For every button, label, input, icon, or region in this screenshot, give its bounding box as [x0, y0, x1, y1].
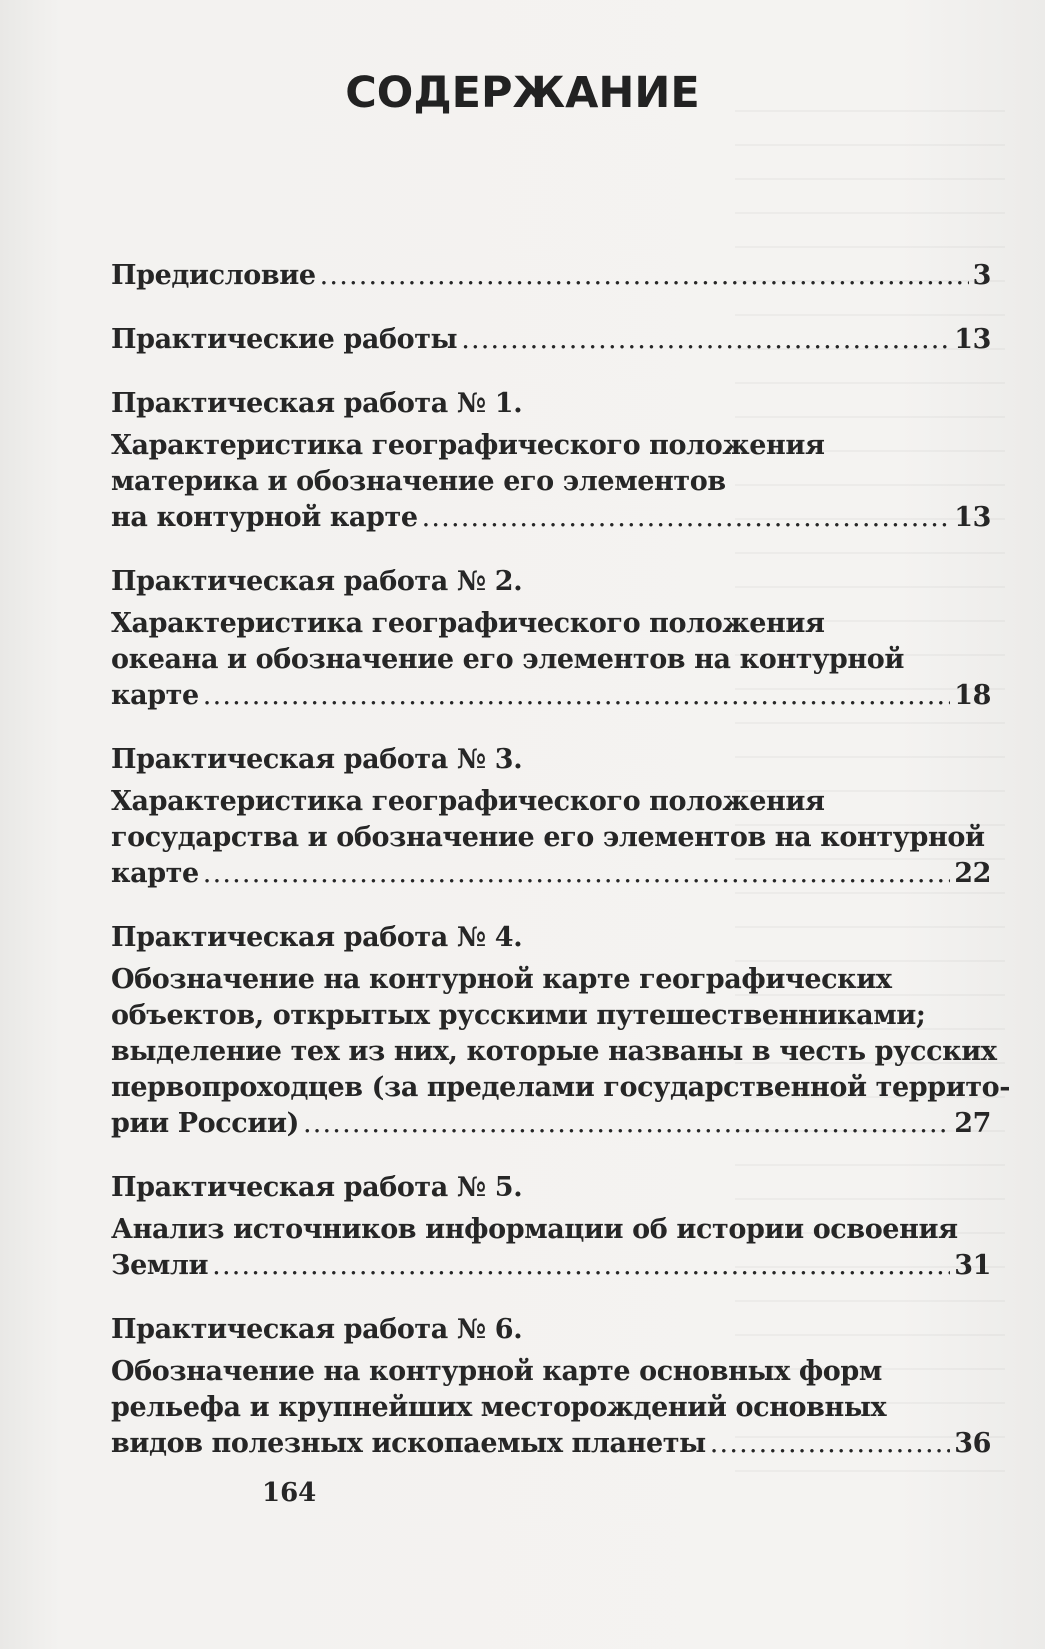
toc-entry-text: Земли [111, 1250, 209, 1281]
work-title-line: океана и обозначение его элементов на контурной [111, 644, 904, 675]
toc-entry-page: 18 [954, 680, 991, 711]
toc-entry-text: карте [111, 680, 199, 711]
toc-entry-practical[interactable] [111, 322, 991, 358]
toc-entry-page: 27 [954, 1108, 991, 1139]
toc-entry-work-6[interactable] [111, 1312, 991, 1462]
toc-entry-work-1[interactable] [111, 386, 991, 536]
toc-entry-page: 22 [954, 858, 991, 889]
work-title-last-line [111, 678, 991, 714]
work-title-last-line [111, 856, 991, 892]
toc-entry-work-5[interactable] [111, 1170, 991, 1284]
work-title-line: Обозначение на контурной карте географических [111, 964, 892, 995]
work-title-line: первопроходцев (за пределами государственной террито- [111, 1072, 1011, 1103]
work-title-last-line [111, 500, 991, 536]
dot-leader [212, 1248, 950, 1284]
dot-leader [203, 856, 950, 892]
work-label: Практическая работа № 6. [111, 1314, 523, 1345]
work-title-line: Характеристика географического положения [111, 608, 825, 639]
work-label: Практическая работа № 1. [111, 388, 523, 419]
work-label: Практическая работа № 3. [111, 744, 523, 775]
work-title-last-line [111, 1106, 991, 1142]
work-title-line: Характеристика географического положения [111, 786, 825, 817]
toc-entry-text: карте [111, 858, 199, 889]
page-title: СОДЕРЖАНИЕ [345, 68, 700, 118]
work-title-line: материка и обозначение его элементов [111, 466, 726, 497]
work-title-last-line [111, 1248, 991, 1284]
dot-leader [320, 258, 969, 294]
toc-entry-page: 13 [954, 324, 991, 355]
toc-entry-text: на контурной карте [111, 502, 418, 533]
dot-leader [303, 1106, 950, 1142]
page-number: 164 [262, 1478, 317, 1508]
work-title-line: Анализ источников информации об истории освоения [111, 1214, 958, 1245]
work-title-line: объектов, открытых русскими путешественниками; [111, 1000, 926, 1031]
work-label: Практическая работа № 2. [111, 566, 523, 597]
toc-entry-preface[interactable] [111, 258, 991, 294]
toc-entry-page: 31 [954, 1250, 991, 1281]
work-title-line: выделение тех из них, которые названы в честь русских [111, 1036, 997, 1067]
toc-entry-page: 13 [954, 502, 991, 533]
dot-leader [203, 678, 950, 714]
work-title-line: рельефа и крупнейших месторождений основных [111, 1392, 887, 1423]
work-title-line: Обозначение на контурной карте основных форм [111, 1356, 882, 1387]
toc-entry-work-4[interactable] [111, 920, 1011, 1142]
dot-leader [710, 1426, 950, 1462]
dot-leader [422, 500, 951, 536]
dot-leader [461, 322, 950, 358]
work-label: Практическая работа № 4. [111, 922, 523, 953]
table-of-contents [111, 258, 1011, 1462]
toc-entry-work-2[interactable] [111, 564, 991, 714]
toc-entry-text: видов полезных ископаемых планеты [111, 1428, 706, 1459]
toc-entry-text: Предисловие [111, 260, 316, 291]
toc-entry-text: Практические работы [111, 324, 458, 355]
work-title-line: государства и обозначение его элементов на контурной [111, 822, 985, 853]
toc-entry-work-3[interactable] [111, 742, 991, 892]
toc-entry-page: 3 [972, 260, 991, 291]
work-title-line: Характеристика географического положения [111, 430, 825, 461]
toc-entry-page: 36 [954, 1428, 991, 1459]
work-title-last-line [111, 1426, 991, 1462]
toc-entry-text: рии России) [111, 1108, 299, 1139]
work-label: Практическая работа № 5. [111, 1172, 523, 1203]
